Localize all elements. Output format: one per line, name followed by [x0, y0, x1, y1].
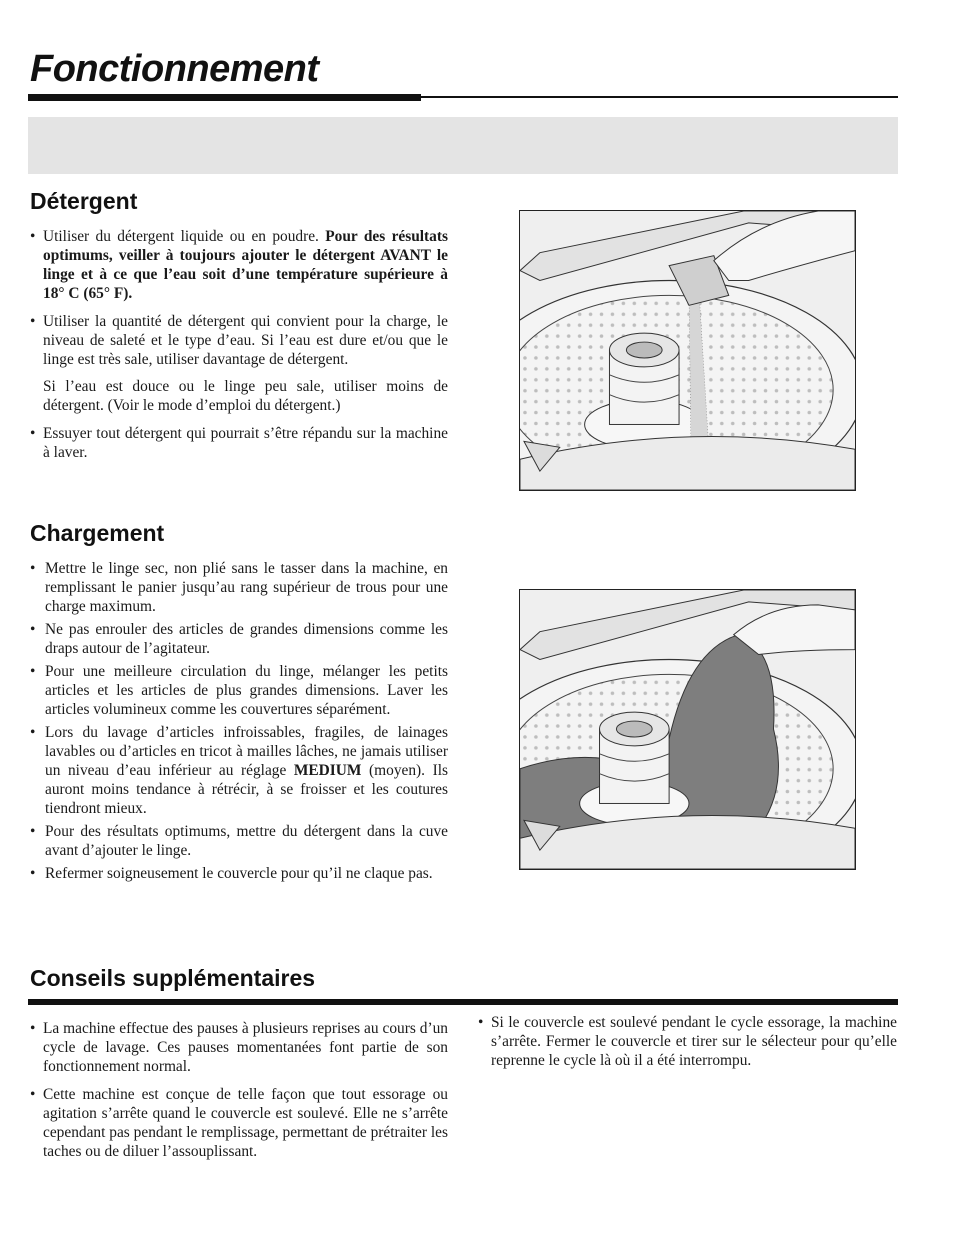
title-rule-thin	[421, 96, 898, 98]
list-item: • Utiliser la quantité de détergent qui convient pour la charge, le niveau de saleté et le type d’eau. Si l’eau est dure et/ou que le linge est très sale, utiliser davantage de détergent.	[30, 312, 448, 369]
conseils-list-left	[30, 1019, 448, 1170]
list-item: • Refermer soigneusement le couvercle pour qu’il ne claque pas.	[30, 864, 448, 883]
heading-conseils: Conseils supplémentaires	[30, 965, 316, 991]
list-item: • Mettre le linge sec, non plié sans le tasser dans la machine, en remplissant le panier jusqu’au rang supérieur de trous pour une charge maximum.	[30, 559, 448, 616]
load-laundry-illustration	[519, 589, 856, 870]
list-item: • Pour des résultats optimums, mettre du détergent dans la cuve avant d’ajouter le linge.	[30, 822, 448, 860]
list-item: • Essuyer tout détergent qui pourrait s’être répandu sur la machine à laver.	[30, 424, 448, 462]
chargement-list	[30, 559, 448, 887]
heading-detergent: Détergent	[30, 188, 138, 214]
list-item-note: Si l’eau est douce ou le linge peu sale, utiliser moins de détergent. (Voir le mode d’emploi du détergent.)	[43, 378, 448, 414]
detergent-list	[30, 227, 448, 471]
conseils-list-right	[478, 1013, 897, 1079]
list-item: • Utiliser du détergent liquide ou en poudre. Pour des résultats optimums, veiller à toujours ajouter le détergent AVANT le linge et à ce que l’eau soit d’une température supérieure à 18° C (65° F).	[30, 227, 448, 303]
page-title: Fonctionnement	[30, 48, 319, 90]
heading-chargement: Chargement	[30, 520, 165, 546]
list-item: • Lors du lavage d’articles infroissables, fragiles, de lainages lavables ou d’articles en tricot à mailles lâches, ne jamais utiliser un niveau d’eau inférieur au réglage MEDIUM (moyen). Ils auront moins tendance à rétrécir, à se froisser et les coutures tiendront mieux.	[30, 723, 448, 818]
list-item: • Ne pas enrouler des articles de grandes dimensions comme les draps autour de l’agitateur.	[30, 620, 448, 658]
list-item: • La machine effectue des pauses à plusieurs reprises au cours d’un cycle de lavage. Ces pauses momentanées font partie de son fonctionnement normal.	[30, 1019, 448, 1076]
detergent-pour-illustration	[519, 210, 856, 491]
list-item: • Si le couvercle est soulevé pendant le cycle essorage, la machine s’arrête. Fermer le couvercle et tirer sur le sélecteur pour qu’elle reprenne le cycle là où il a été interrompu.	[478, 1013, 897, 1070]
list-item: • Pour une meilleure circulation du linge, mélanger les petits articles et les articles de plus grandes dimensions. Laver les articles volumineux comme les couvertures séparément.	[30, 662, 448, 719]
header-band	[28, 117, 898, 174]
list-item: • Cette machine est conçue de telle façon que tout essorage ou agitation s’arrête quand le couvercle est soulevé. Elle ne s’arrête cependant pas pendant le remplissage, permettant de prétraiter les taches ou de diluer l’assouplissant.	[30, 1085, 448, 1161]
section-rule	[28, 999, 898, 1005]
title-rule	[28, 94, 421, 101]
